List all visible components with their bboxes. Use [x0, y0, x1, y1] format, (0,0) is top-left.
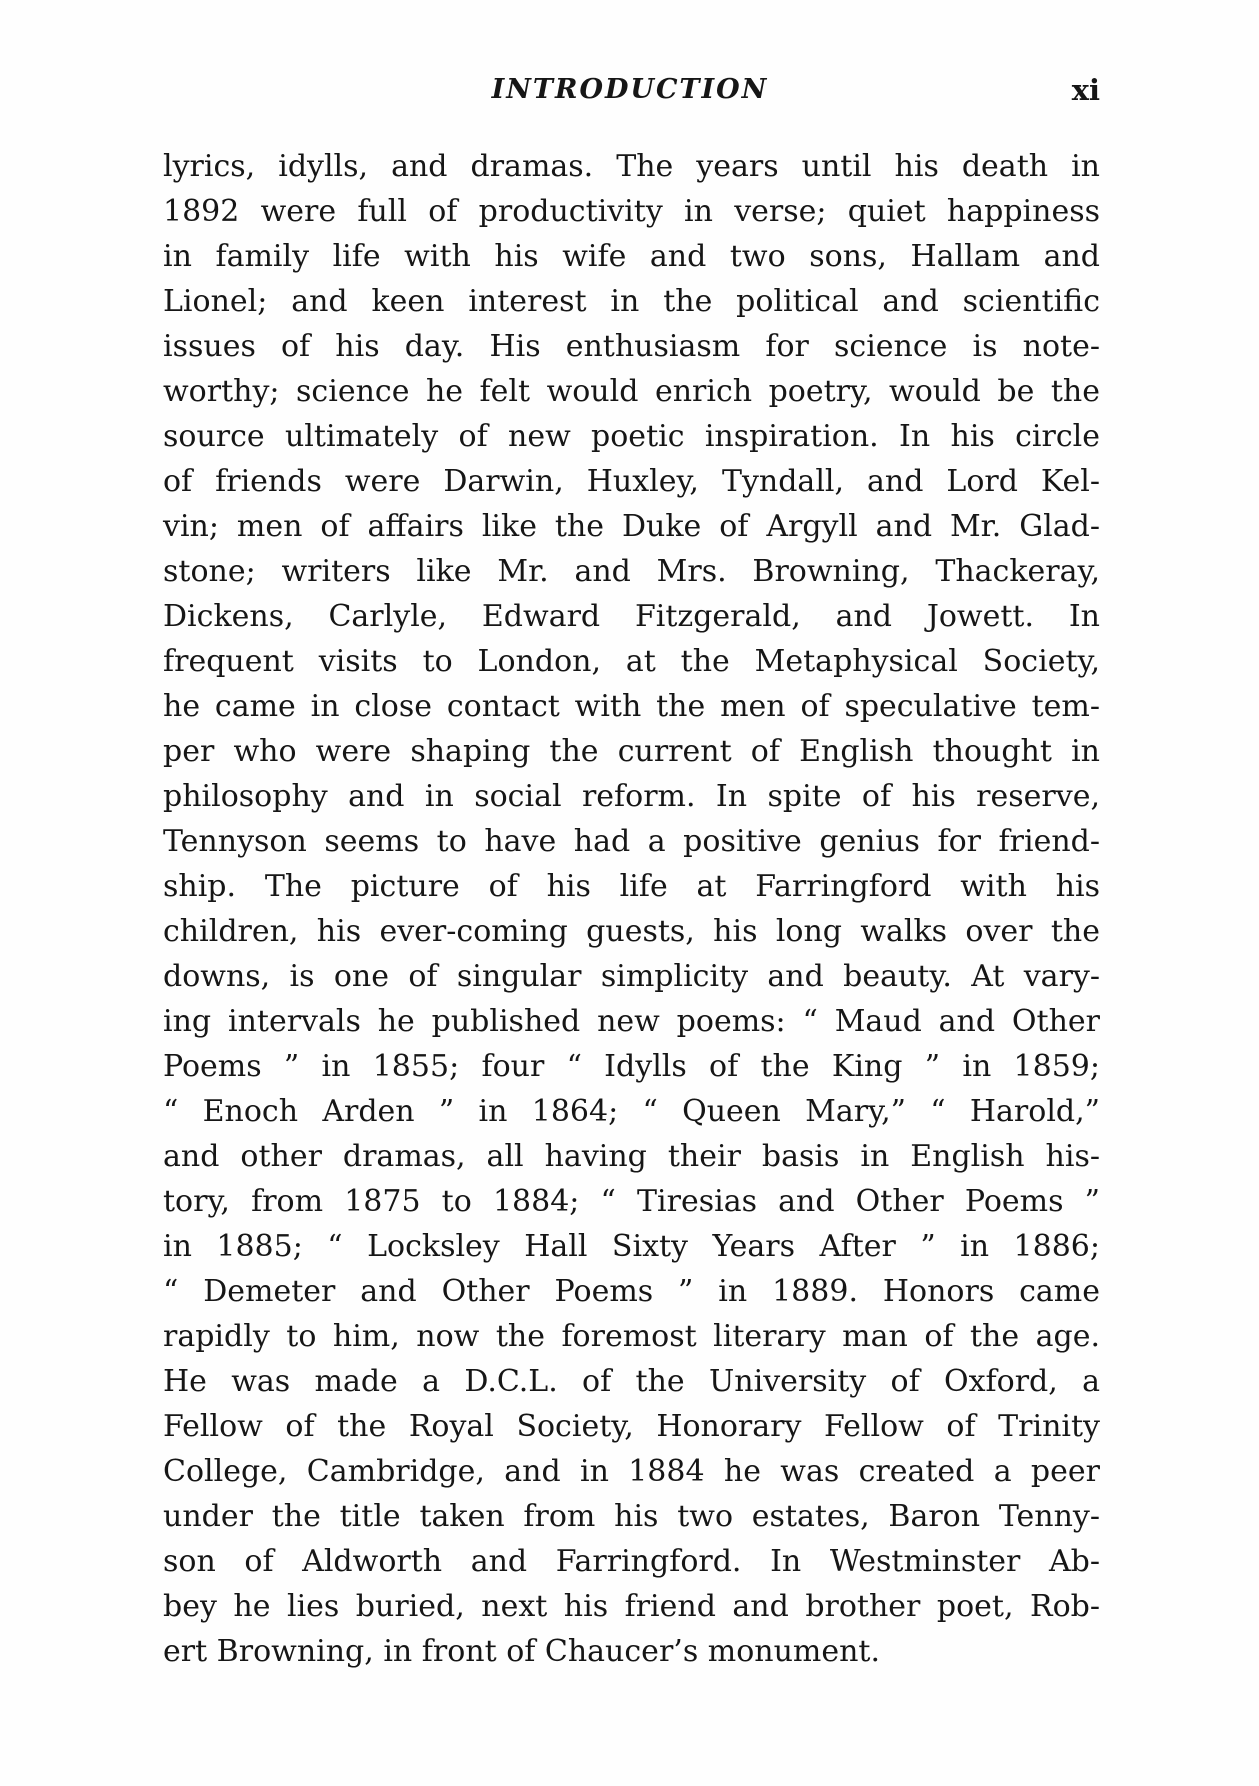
- text-line: Tennyson seems to have had a positive genius for friend-: [163, 824, 1100, 859]
- text-line: Lionel; and keen interest in the political and scientific: [163, 284, 1100, 319]
- text-line: 1892 were full of productivity in verse; quiet happiness: [163, 194, 1100, 229]
- text-line: vin; men of affairs like the Duke of Argyll and Mr. Glad-: [163, 509, 1100, 544]
- text-line: Poems ” in 1855; four “ Idylls of the King ” in 1859;: [163, 1049, 1100, 1084]
- text-line: in family life with his wife and two sons, Hallam and: [163, 239, 1100, 274]
- text-line: tory, from 1875 to 1884; “ Tiresias and Other Poems ”: [163, 1184, 1100, 1219]
- text-line: in 1885; “ Locksley Hall Sixty Years After ” in 1886;: [163, 1229, 1100, 1264]
- text-line: College, Cambridge, and in 1884 he was created a peer: [163, 1454, 1100, 1489]
- text-line: per who were shaping the current of English thought in: [163, 734, 1100, 769]
- text-line: ert Browning, in front of Chaucer’s monument.: [163, 1634, 881, 1669]
- text-line: ing intervals he published new poems: “ Maud and Other: [163, 1004, 1100, 1039]
- text-line: issues of his day. His enthusiasm for science is note-: [163, 329, 1100, 364]
- body-text: [163, 144, 1100, 1674]
- text-line: “ Enoch Arden ” in 1864; “ Queen Mary,” “ Harold,”: [163, 1094, 1100, 1129]
- text-line: source ultimately of new poetic inspiration. In his circle: [163, 419, 1100, 454]
- text-line: and other dramas, all having their basis in English his-: [163, 1139, 1100, 1174]
- text-line: frequent visits to London, at the Metaphysical Society,: [163, 644, 1100, 679]
- text-line: he came in close contact with the men of speculative tem-: [163, 689, 1100, 724]
- text-line: stone; writers like Mr. and Mrs. Browning, Thackeray,: [163, 554, 1100, 589]
- page-number: xi: [1071, 73, 1100, 107]
- text-line: lyrics, idylls, and dramas. The years until his death in: [163, 149, 1100, 184]
- text-line: under the title taken from his two estates, Baron Tenny-: [163, 1499, 1100, 1534]
- text-line: rapidly to him, now the foremost literary man of the age.: [163, 1319, 1100, 1354]
- text-line: Fellow of the Royal Society, Honorary Fellow of Trinity: [163, 1409, 1100, 1444]
- text-line: He was made a D.C.L. of the University of Oxford, a: [163, 1364, 1100, 1399]
- text-line: downs, is one of singular simplicity and beauty. At vary-: [163, 959, 1100, 994]
- text-line: “ Demeter and Other Poems ” in 1889. Honors came: [163, 1274, 1100, 1309]
- text-line: ship. The picture of his life at Farringford with his: [163, 869, 1100, 904]
- text-line: bey he lies buried, next his friend and brother poet, Rob-: [163, 1589, 1100, 1624]
- text-line: philosophy and in social reform. In spite of his reserve,: [163, 779, 1100, 814]
- text-line: son of Aldworth and Farringford. In Westminster Ab-: [163, 1544, 1100, 1579]
- text-line: children, his ever-coming guests, his long walks over the: [163, 914, 1100, 949]
- text-line: Dickens, Carlyle, Edward Fitzgerald, and Jowett. In: [163, 599, 1100, 634]
- running-title: INTRODUCTION: [491, 74, 769, 105]
- text-line: of friends were Darwin, Huxley, Tyndall, and Lord Kel-: [163, 464, 1100, 499]
- text-line: worthy; science he felt would enrich poetry, would be the: [163, 374, 1100, 409]
- running-head: [160, 70, 1100, 110]
